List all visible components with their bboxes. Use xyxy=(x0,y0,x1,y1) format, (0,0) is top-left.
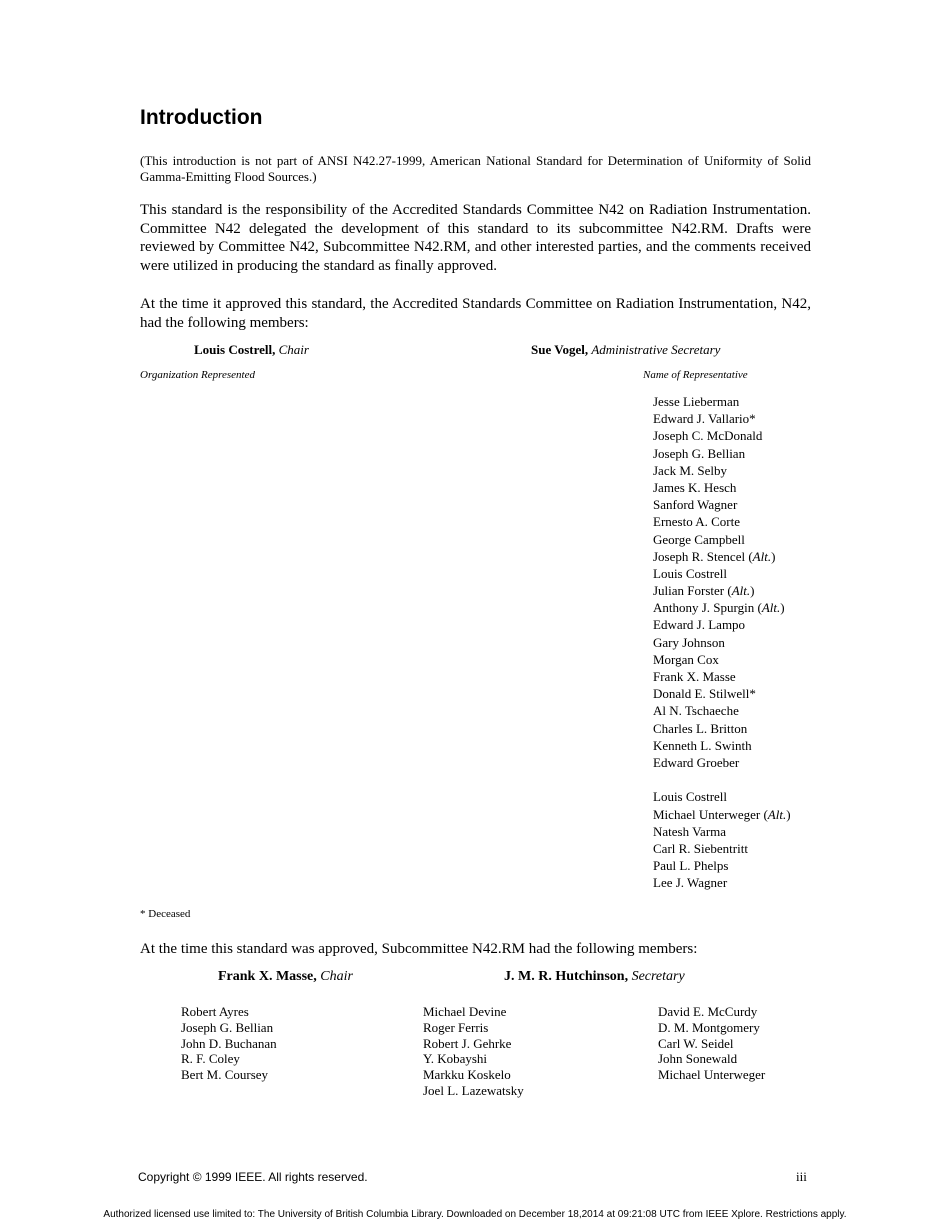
representative-text: Joseph G. Bellian xyxy=(653,445,746,461)
representative-name xyxy=(653,634,725,651)
subcommittee-member: Robert J. Gehrke xyxy=(423,1035,512,1051)
table-row xyxy=(140,823,820,840)
representative-name xyxy=(653,754,739,771)
column-header-organization: Organization Represented xyxy=(140,369,255,381)
subcommittee-member: David E. McCurdy xyxy=(658,1004,758,1019)
subcommittee-member: Carl W. Seidel xyxy=(658,1035,734,1051)
table-row xyxy=(140,754,820,771)
representative-text: Paul L. Phelps xyxy=(653,858,729,874)
table-row xyxy=(140,565,820,582)
subcommittee-member: Michael Devine xyxy=(423,1004,507,1019)
table-row xyxy=(140,462,820,479)
subcommittee-members-column-1 xyxy=(181,1004,277,1083)
representative-text: Joseph C. McDonald xyxy=(653,428,763,444)
representative-name xyxy=(653,445,745,462)
table-row xyxy=(140,737,820,754)
representative-text: Julian Forster xyxy=(653,583,725,599)
representative-name xyxy=(653,788,727,805)
representative-name xyxy=(653,668,736,685)
representative-text: Joseph R. Stencel xyxy=(653,548,746,564)
table-row xyxy=(140,410,820,427)
representative-text: Charles L. Britton xyxy=(653,720,748,736)
table-row xyxy=(140,479,820,496)
representative-text: Jesse Lieberman xyxy=(653,394,740,409)
representative-text: Lee J. Wagner xyxy=(653,875,728,891)
representative-text: George Campbell xyxy=(653,531,745,547)
deceased-footnote: * Deceased xyxy=(140,908,191,920)
representative-name: Joseph R. Stencel (Alt.) xyxy=(653,548,776,564)
intro-paragraph-1: This standard is the responsibility of the Accredited Standards Committee N42 on Radiation Instrumentation. Committee N42 delegated the development of this standard to its subcommittee N42.RM. Drafts were reviewed by Committee N42, Subcommittee N42.RM, and other interested parties, and the comments received were utilized in producing the standard as finally approved. xyxy=(140,202,811,274)
subcommittee-member: John Sonewald xyxy=(658,1051,738,1067)
representative-text: Edward J. Lampo xyxy=(653,617,746,633)
representative-name xyxy=(653,616,745,633)
table-row xyxy=(140,651,820,668)
table-row xyxy=(140,788,820,805)
page-number: iii xyxy=(796,1169,807,1184)
table-row xyxy=(140,806,820,823)
license-notice: Authorized licensed use limited to: The University of British Columbia Library. Downloaded on December 18,2014 at 09:21:08 UTC from IEEE Xplore. Restrictions apply. xyxy=(103,1209,847,1220)
committee-chair-name: Louis Costrell, xyxy=(194,342,276,357)
subcommittee-member: Y. Kobayshi xyxy=(423,1051,488,1067)
alternate-marker: Alt. xyxy=(761,600,781,616)
committee-secretary-name: Sue Vogel, xyxy=(531,342,589,357)
representative-name xyxy=(653,427,762,444)
table-row xyxy=(140,599,820,616)
representative-text: Donald E. Stilwell* xyxy=(653,686,756,702)
representative-name xyxy=(653,531,745,548)
representative-name: Anthony J. Spurgin (Alt.) xyxy=(653,600,785,616)
membership-table xyxy=(140,393,820,891)
table-row xyxy=(140,445,820,462)
representative-name: Michael Unterweger (Alt.) xyxy=(653,806,791,822)
table-row xyxy=(140,496,820,513)
table-row xyxy=(140,548,820,565)
representative-name xyxy=(653,496,737,513)
subcommittee-member: Joseph G. Bellian xyxy=(181,1019,274,1035)
subcommittee-member: R. F. Coley xyxy=(181,1051,240,1067)
representative-text: Anthony J. Spurgin xyxy=(653,600,755,616)
subcommittee-chair-name: Frank X. Masse, xyxy=(218,969,317,984)
subcommittee-secretary-name: J. M. R. Hutchinson, xyxy=(504,969,629,984)
subcommittee-member: Robert Ayres xyxy=(181,1004,249,1019)
column-header-representative: Name of Representative xyxy=(643,369,748,381)
representative-name xyxy=(653,685,756,702)
subcommittee-member: Bert M. Coursey xyxy=(181,1067,269,1083)
representative-text: Louis Costrell xyxy=(653,565,728,581)
representative-text: Morgan Cox xyxy=(653,651,719,667)
representative-name xyxy=(653,737,752,754)
subcommittee-member: Joel L. Lazewatsky xyxy=(423,1082,524,1098)
subcommittee-member: John D. Buchanan xyxy=(181,1035,277,1051)
representative-name xyxy=(653,462,727,479)
representative-name xyxy=(653,479,736,496)
representative-text: Michael Unterweger xyxy=(653,806,761,822)
representative-name xyxy=(653,874,727,891)
representative-name xyxy=(653,840,748,857)
table-row xyxy=(140,513,820,530)
subcommittee-members-column-2 xyxy=(423,1004,524,1099)
committee-chair-role: Chair xyxy=(278,342,309,357)
subcommittee-member: Michael Unterweger xyxy=(658,1067,766,1083)
representative-text: Gary Johnson xyxy=(653,634,725,650)
representative-name xyxy=(653,393,739,410)
representative-text: Frank X. Masse xyxy=(653,669,736,684)
representative-name xyxy=(653,565,727,582)
subcommittee-members-column-3 xyxy=(658,1004,765,1083)
representative-text: Natesh Varma xyxy=(653,823,727,839)
table-row xyxy=(140,616,820,633)
representative-name xyxy=(653,702,739,719)
table-row xyxy=(140,685,820,702)
representative-text: Ernesto A. Corte xyxy=(653,514,741,530)
table-row xyxy=(140,634,820,651)
representative-text: Kenneth L. Swinth xyxy=(653,737,752,753)
table-row xyxy=(140,702,820,719)
subcommittee-paragraph: At the time this standard was approved, Subcommittee N42.RM had the following members: xyxy=(140,941,698,957)
subcommittee-member: Roger Ferris xyxy=(423,1019,489,1035)
subcommittee-secretary xyxy=(504,969,685,985)
subcommittee-chair-role: Chair xyxy=(320,969,353,984)
subcommittee-member: Markku Koskelo xyxy=(423,1067,511,1083)
representative-name xyxy=(653,651,719,668)
alternate-marker: Alt. xyxy=(731,583,751,599)
footer-copyright: Copyright © 1999 IEEE. All rights reserved. xyxy=(138,1170,368,1184)
page-title: Introduction xyxy=(140,106,263,129)
table-row xyxy=(140,427,820,444)
committee-chair xyxy=(194,342,309,358)
table-row xyxy=(140,668,820,685)
representative-text: Edward J. Vallario* xyxy=(653,411,756,427)
intro-paragraph-2: At the time it approved this standard, the Accredited Standards Committee on Radiation Instrumentation, N42, had the following members: xyxy=(140,296,811,331)
subcommittee-chair xyxy=(218,969,353,985)
representative-name xyxy=(653,720,747,737)
representative-text: Carl R. Siebentritt xyxy=(653,840,748,856)
representative-name xyxy=(653,857,728,874)
table-row xyxy=(140,720,820,737)
table-row xyxy=(140,840,820,857)
representative-text: Louis Costrell xyxy=(653,789,728,805)
table-row xyxy=(140,393,820,410)
subcommittee-secretary-role: Secretary xyxy=(631,969,685,984)
representative-text: James K. Hesch xyxy=(653,479,737,495)
representative-text: Sanford Wagner xyxy=(653,497,738,513)
representative-name xyxy=(653,410,756,427)
representative-text: Edward Groeber xyxy=(653,754,740,770)
table-row xyxy=(140,531,820,548)
introduction-note: (This introduction is not part of ANSI N42.27-1999, American National Standard for Determination of Uniformity of Solid Gamma-Emitting Flood Sources.) xyxy=(140,153,811,184)
alternate-marker: Alt. xyxy=(752,548,772,564)
committee-secretary-role: Administrative Secretary xyxy=(591,342,721,357)
representative-text: Jack M. Selby xyxy=(653,462,728,478)
representative-text: Al N. Tschaeche xyxy=(653,703,739,719)
committee-secretary xyxy=(531,342,720,358)
representative-name xyxy=(653,513,740,530)
representative-name xyxy=(653,823,726,840)
table-row xyxy=(140,582,820,599)
subcommittee-member: D. M. Montgomery xyxy=(658,1019,760,1035)
table-row xyxy=(140,771,820,788)
representative-name: Julian Forster (Alt.) xyxy=(653,583,755,599)
alternate-marker: Alt. xyxy=(767,806,787,822)
table-row xyxy=(140,857,820,874)
table-row xyxy=(140,874,820,891)
